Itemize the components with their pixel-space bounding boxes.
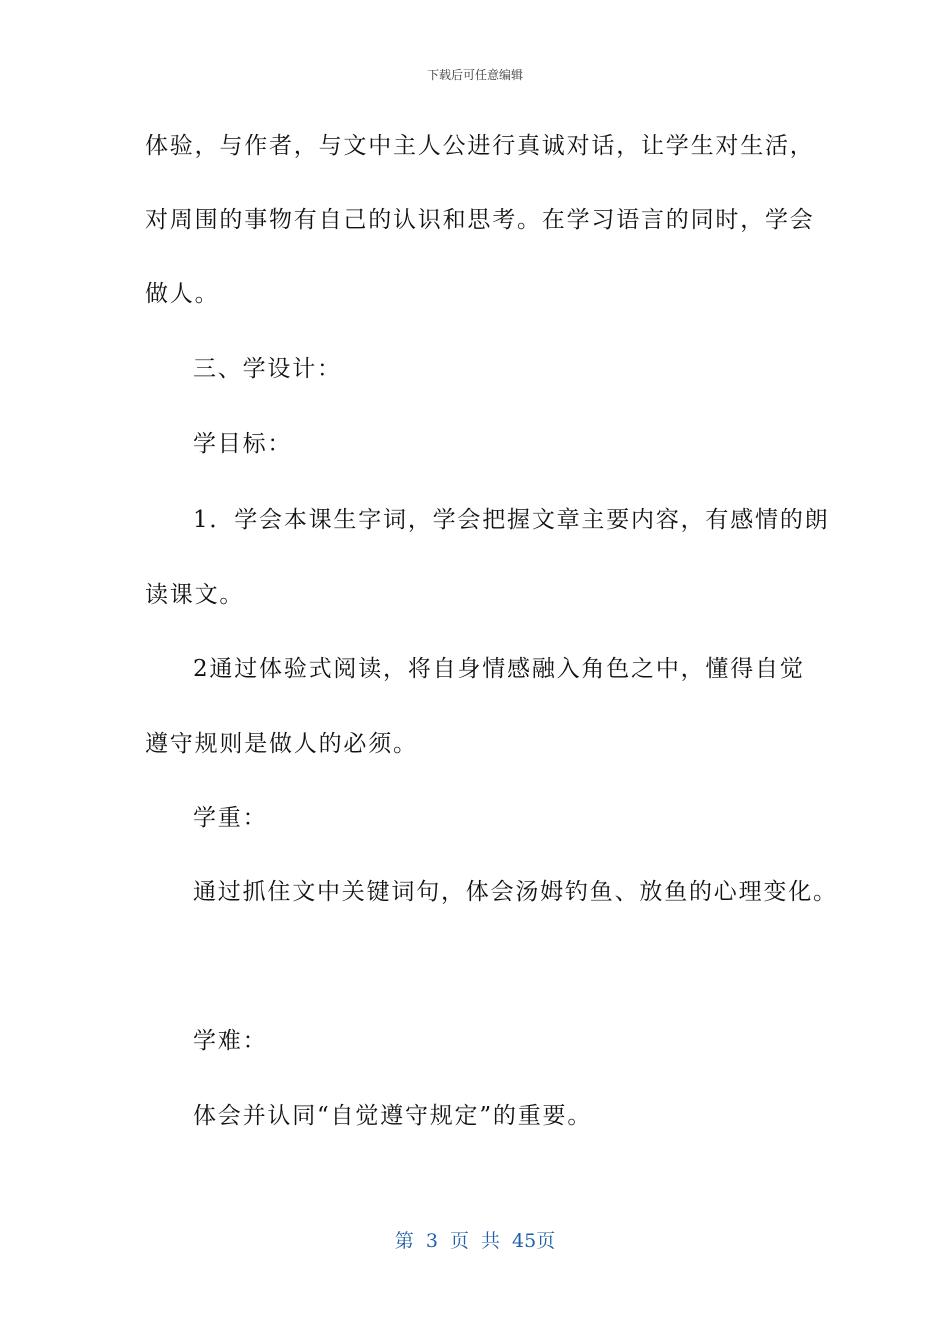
body-line: 1．学会本课生字词，学会把握文章主要内容，有感情的朗 [193,507,830,533]
body-line: 通过抓住文中关键词句，体会汤姆钓鱼、放鱼的心理变化。 [193,879,838,905]
section-heading: 三、学设计： [193,356,342,382]
body-line: 体验，与作者，与文中主人公进行真诚对话，让学生对生活， [145,133,815,159]
subheading-key-points: 学重： [193,805,268,831]
subheading-difficulties: 学难： [193,1028,268,1054]
subheading-goals: 学目标： [193,431,293,457]
body-line: 遵守规则是做人的必须。 [145,731,418,757]
body-line: 做人。 [145,281,220,307]
page-footer: 第 3 页 共 45页 [394,1230,556,1252]
body-line: 体会并认同“自觉遵守规定”的重要。 [193,1103,593,1129]
page-header: 下载后可任意编辑 [426,68,523,82]
body-line: 读课文。 [145,582,245,608]
body-line: 对周围的事物有自己的认识和思考。在学习语言的同时，学会 [145,207,815,233]
body-line: 2通过体验式阅读，将自身情感融入角色之中，懂得自觉 [193,656,805,682]
